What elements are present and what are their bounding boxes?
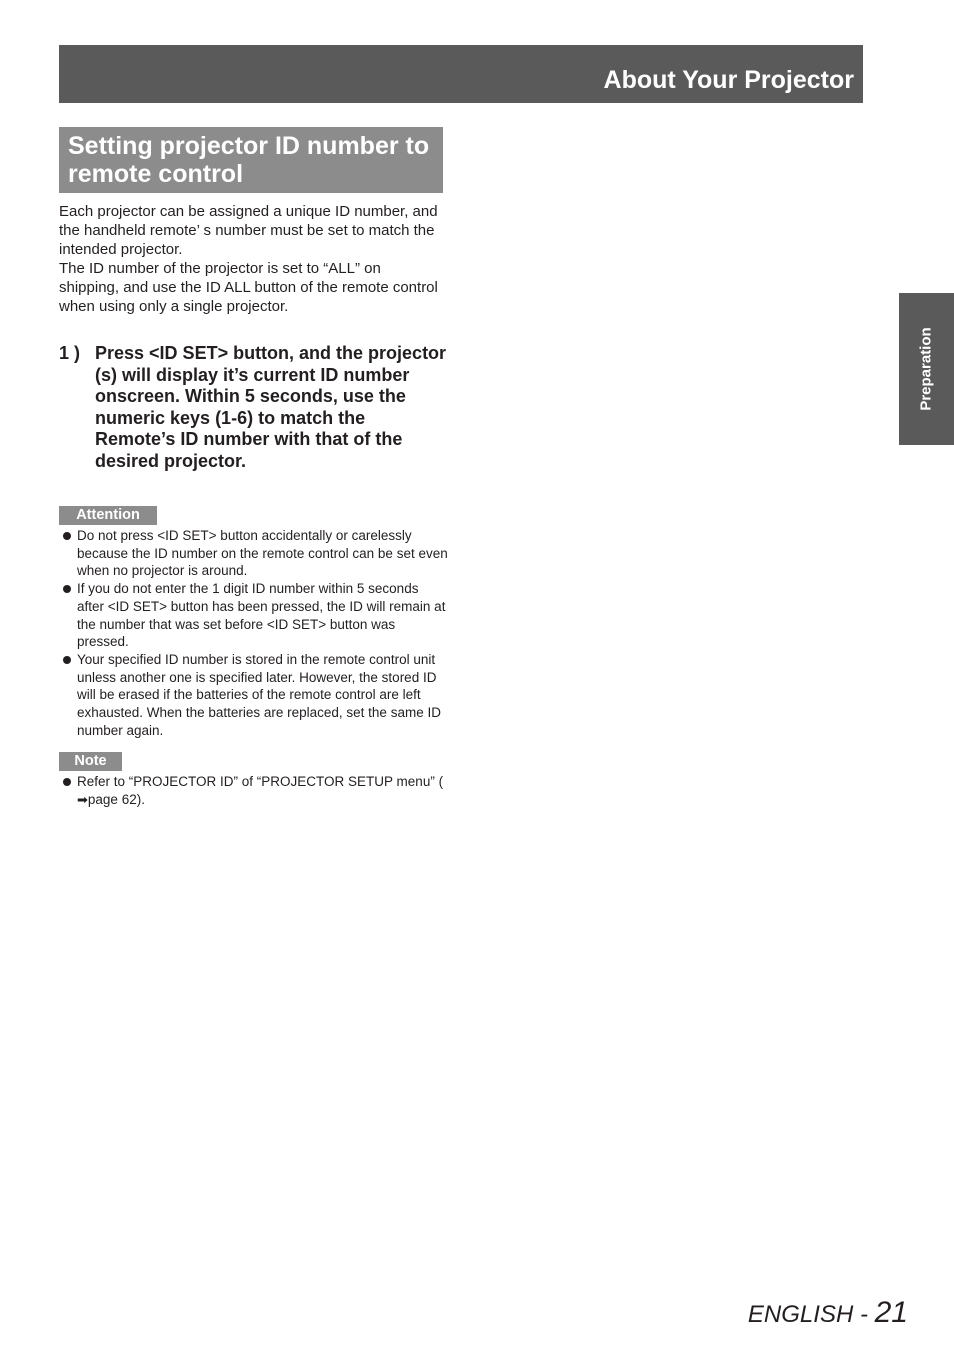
bullet-icon — [63, 778, 71, 786]
note-item-prefix: Refer to “PROJECTOR ID” of “PROJECTOR SETUP menu” ( — [77, 774, 444, 789]
footer-separator: - — [853, 1301, 875, 1328]
page-number: 21 — [874, 1296, 908, 1329]
section-heading-box — [59, 127, 443, 193]
bullet-icon — [63, 585, 71, 593]
intro-text — [59, 202, 445, 316]
bullet-icon — [63, 656, 71, 664]
attention-item-text: Do not press <ID SET> button accidentally or carelessly because the ID number on the remote control can be set even when no projector is around. — [77, 528, 448, 579]
side-tab-label: Preparation — [917, 327, 935, 411]
attention-item-text: Your specified ID number is stored in the remote control unit unless another one is specified later. However, the stored ID will be erased if the batteries of the remote control are left exhausted. When the batteries are replaced, set the same ID number again. — [77, 651, 441, 738]
step-text: Press <ID SET> button, and the projector (s) will display it’s current ID number onscreen. Within 5 seconds, use the numeric keys (1-6) to match the Remote’s ID number with that of the desired projector. — [95, 343, 447, 471]
section-title: Setting projector ID number to remote control — [68, 132, 430, 188]
side-tab-preparation — [899, 293, 954, 445]
header-bar — [59, 45, 863, 103]
note-list — [59, 773, 449, 808]
note-page-reference[interactable]: page 62). — [87, 791, 145, 807]
attention-item — [59, 651, 449, 740]
attention-label: Attention — [59, 506, 157, 525]
arrow-right-icon: ➡ — [77, 791, 88, 807]
attention-list — [59, 527, 449, 739]
footer-language: ENGLISH — [747, 1301, 854, 1328]
attention-item — [59, 527, 449, 580]
intro-paragraph-1: Each projector can be assigned a unique ID number, and the handheld remote’ s number must be set to match the intended projector. — [59, 203, 438, 258]
note-label: Note — [59, 752, 122, 771]
header-title: About Your Projector — [603, 66, 854, 94]
note-item — [59, 773, 449, 808]
page-footer — [748, 1296, 908, 1330]
attention-item-text: If you do not enter the 1 digit ID number within 5 seconds after <ID SET> button has been pressed, the ID will remain at the number that was set before <ID SET> button was pressed. — [77, 581, 446, 650]
bullet-icon — [63, 532, 71, 540]
step-number: 1 ) — [59, 343, 81, 363]
intro-paragraph-2: The ID number of the projector is set to “ALL” on shipping, and use the ID ALL button of the remote control when using only a single projector. — [59, 260, 438, 315]
attention-item — [59, 580, 449, 651]
